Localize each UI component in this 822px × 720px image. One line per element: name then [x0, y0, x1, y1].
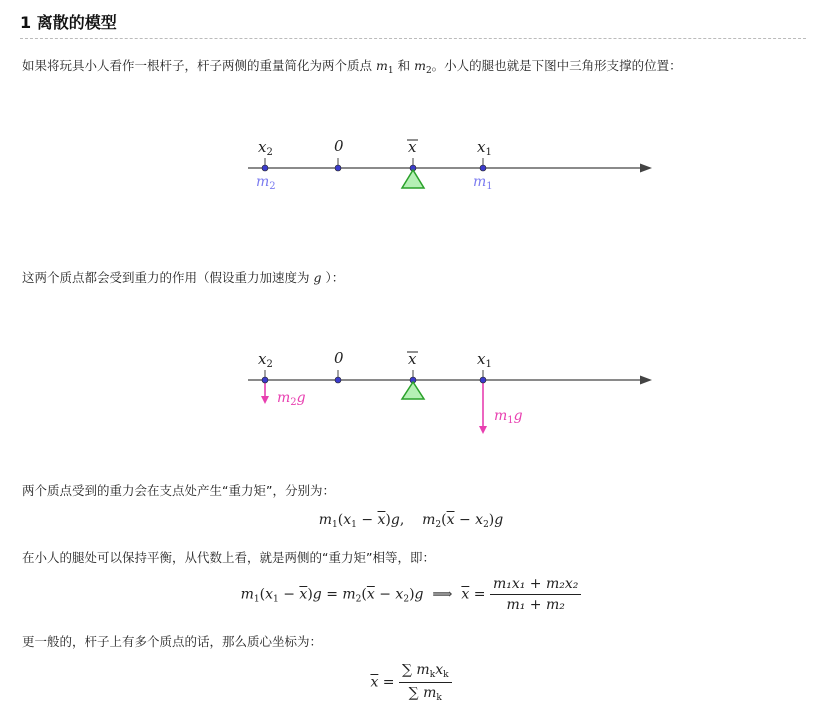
label-zero: 0	[334, 349, 344, 367]
paragraph-torque: 两个质点受到的重力会在支点处产生“重力矩”，分别为：	[22, 483, 335, 498]
g-symbol: g	[313, 270, 322, 285]
gravity-text-after: ）：	[325, 270, 345, 285]
point-origin	[335, 377, 341, 383]
point-m1	[480, 377, 486, 383]
pivot-triangle	[402, 170, 424, 188]
equation-torques: $m_1(x_1 - \overline{x})g$, $m_2(\overline{x} - x_2)g$	[318, 512, 504, 530]
equation-balance: $m_1(x_1 - \overline{x})g = m_2(\overline{x} - x_2)g$ ⟹ $\overline{x}$ = $\frac{\text{m₁x₁ + m₂x₂}}{\text{m₁ + m₂}}$	[0, 576, 822, 613]
mass-label-m2: $m_2$	[256, 174, 276, 192]
section-heading: 1 离散的模型	[20, 13, 117, 32]
force-label-m1g: $m_1g$	[494, 408, 523, 426]
mass-label-m1: $m_1$	[473, 174, 493, 192]
figure-lever-masses	[0, 120, 822, 210]
label-zero: 0	[334, 137, 344, 155]
number-line-arrow	[640, 164, 652, 173]
point-m2	[262, 377, 268, 383]
paragraph-balance: 在小人的腿处可以保持平衡，从代数上看，就是两侧的“重力矩”相等，即：	[22, 550, 435, 565]
label-x1: $x_1$	[477, 350, 492, 370]
paragraph-general: 更一般的，杆子上有多个质点的话，那么质心坐标为：	[22, 634, 323, 649]
label-xbar: x	[408, 138, 417, 156]
force-arrowhead-m2	[261, 396, 269, 404]
force-arrowhead-m1	[479, 426, 487, 434]
intro-text-and: 和	[397, 58, 411, 73]
point-origin	[335, 165, 341, 171]
heading-divider	[20, 38, 806, 39]
point-m1	[480, 165, 486, 171]
number-line-arrow	[640, 376, 652, 385]
general-fraction: $\frac{\sum m_kx_k}{\sum m_k}$	[399, 662, 452, 703]
gravity-text-before: 这两个质点都会受到重力的作用（假设重力加速度为	[22, 270, 310, 285]
m2-symbol: $m_2$	[414, 58, 432, 76]
point-m2	[262, 165, 268, 171]
label-x2: $x_2$	[258, 138, 273, 158]
label-x2: $x_2$	[258, 350, 273, 370]
intro-text-after: 。小人的腿也就是下图中三角形支撑的位置：	[431, 58, 682, 73]
label-xbar: x	[408, 350, 417, 368]
label-x1: $x_1$	[477, 138, 492, 158]
equation-general: $\overline{x}$ = $\frac{\sum m_kx_k}{\sum m_k}$	[0, 662, 822, 703]
intro-text-before: 如果将玩具小人看作一根杆子，杆子两侧的重量简化为两个质点	[22, 58, 373, 73]
m1-symbol: $m_1$	[376, 58, 394, 76]
pivot-triangle	[402, 382, 424, 399]
center-of-mass-fraction: $\frac{\text{m₁x₁ + m₂x₂}}{\text{m₁ + m₂}}$	[490, 576, 581, 613]
paragraph-gravity	[22, 268, 344, 286]
figure-lever-forces	[0, 332, 822, 442]
paragraph-intro	[22, 56, 682, 76]
force-label-m2g: $m_2g$	[277, 390, 306, 408]
